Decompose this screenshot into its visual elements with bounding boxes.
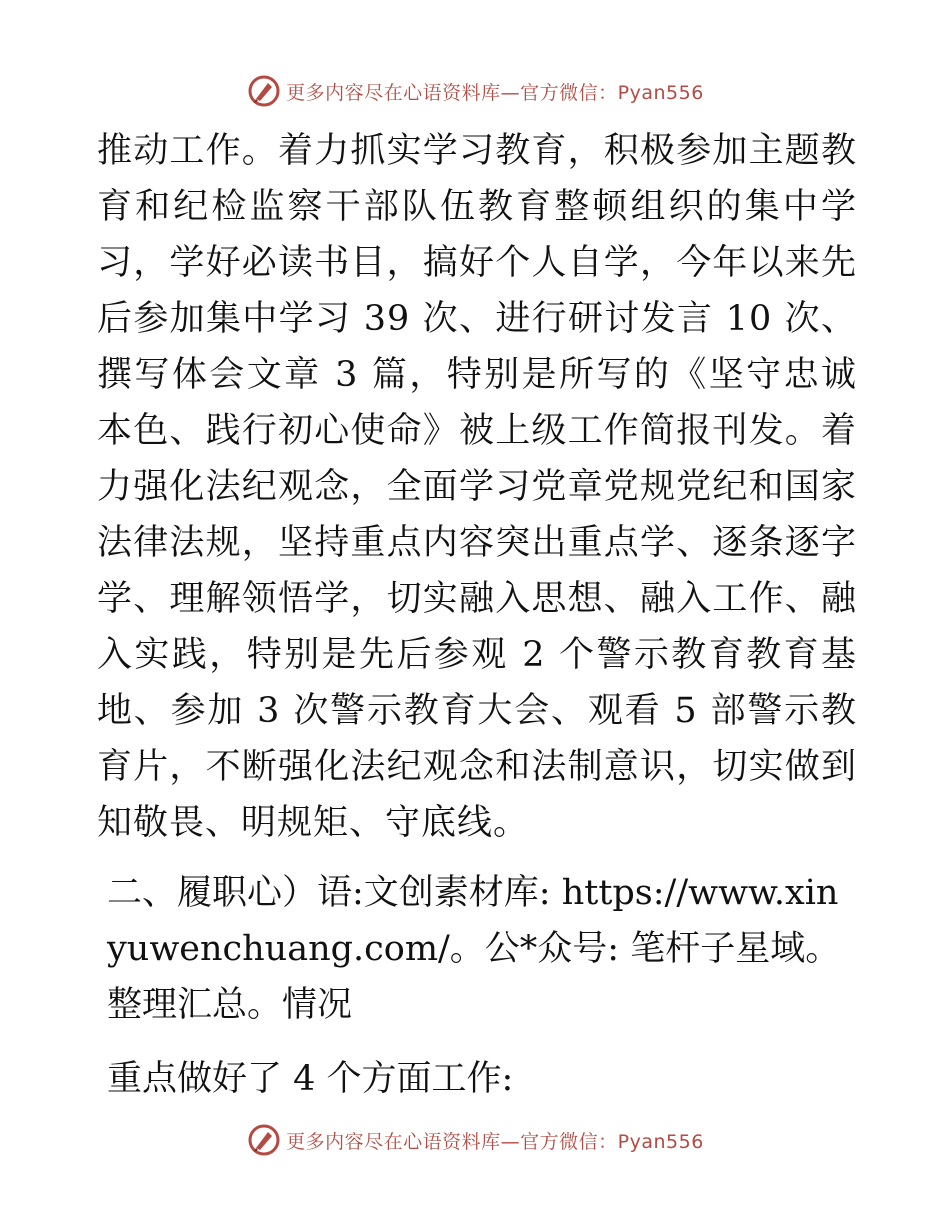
header-banner-text: 更多内容尽在心语资料库—官方微信：Pyan556: [286, 81, 704, 104]
document-body: [97, 123, 857, 1107]
section-heading: 二、履职心）语:文创素材库: https://www.xinyuwenchuang.com/。公*众号: 笔杆子星域。整理汇总。情况: [107, 873, 841, 1025]
footer-watermark-banner: [0, 1120, 950, 1160]
focus-line: 重点做好了 4 个方面工作:: [107, 1059, 514, 1099]
header-watermark-banner: [0, 71, 950, 111]
body-paragraph: 推动工作。着力抓实学习教育，积极参加主题教育和纪检监察干部队伍教育整顿组织的集中学习，学好必读书目，搞好个人自学，今年以来先后参加集中学习 39 次、进行研讨发言 10 次、撰写体会文章 3 篇，特别是所写的《坚守忠诚本色、践行初心使命》被上级工作简报刊发。着力强化法纪观念，全面学习党章党规党纪和国家法律法规，坚持重点内容突出重点学、逐条逐字学、理解领悟学，切实融入思想、融入工作、融入实践，特别是先后参观 2 个警示教育教育基地、参加 3 次警示教育大会、观看 5 部警示教育片，不断强化法纪观念和法制意识，切实做到知敬畏、明规矩、守底线。: [97, 131, 857, 843]
footer-banner-text: 更多内容尽在心语资料库—官方微信：Pyan556: [286, 1130, 704, 1153]
pen-logo-icon: [246, 73, 282, 109]
pen-logo-icon: [246, 1122, 282, 1158]
